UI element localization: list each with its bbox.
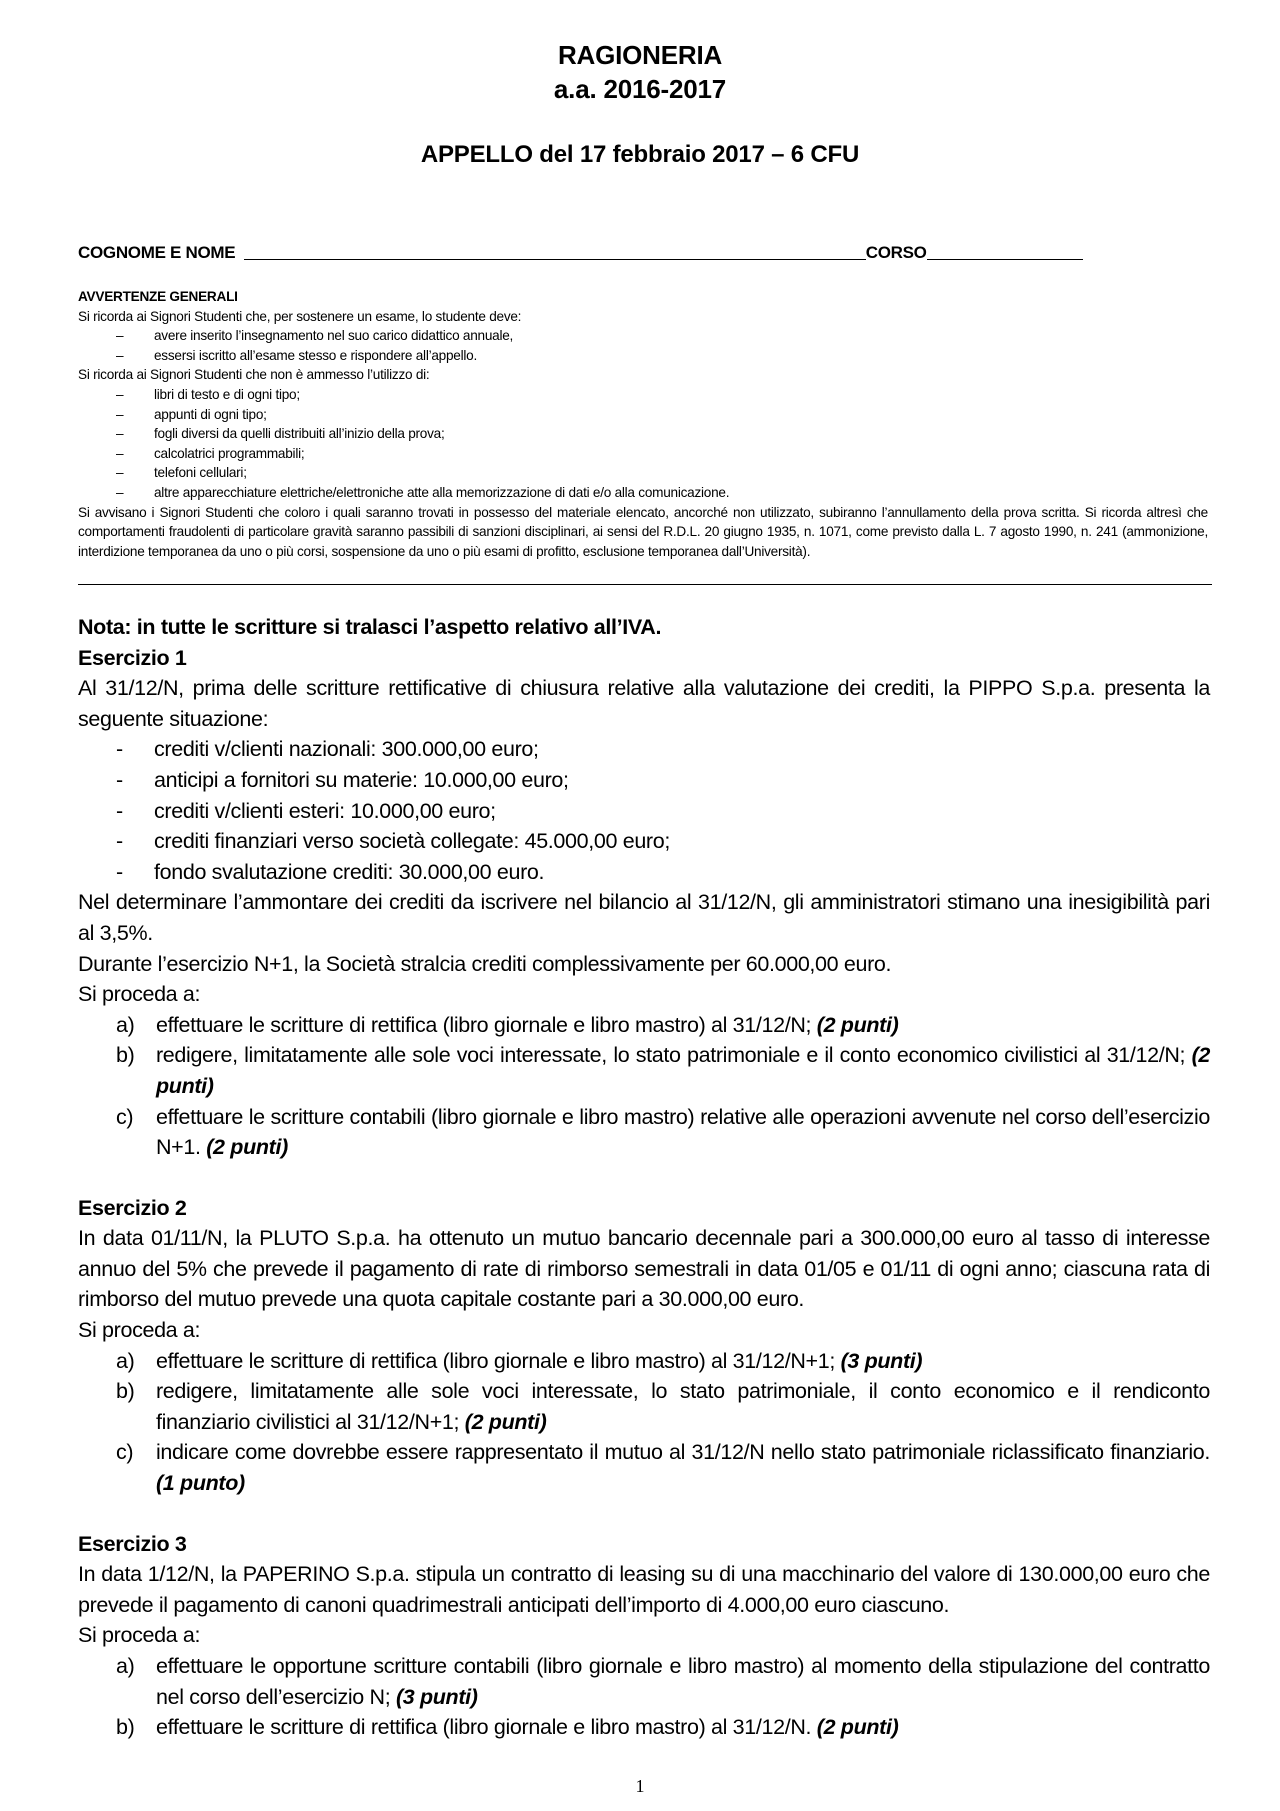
name-blank-field[interactable] — [244, 243, 866, 260]
warnings-list-item: – calcolatrici programmabili; — [78, 444, 1208, 464]
exercise-2-task: a) effettuare le scritture di rettifica (libro giornale e libro mastro) al 31/12/N+1; (3 punti) — [116, 1348, 923, 1373]
dash-bullet: – — [116, 328, 124, 344]
exam-session-title: APPELLO del 17 febbraio 2017 – 6 CFU — [420, 141, 860, 168]
student-name-form — [78, 243, 1108, 263]
exercise-1-item: - anticipi a fornitori su materie: 10.000,00 euro; — [116, 767, 569, 792]
dash-bullet: – — [116, 465, 124, 481]
exercise-1-intro: Al 31/12/N, prima delle scritture rettificative di chiusura relative alla valutazione dei crediti, la PIPPO S.p.a. presenta la — [78, 676, 1210, 701]
exercise-1-procedi: Si proceda a: — [78, 982, 201, 1007]
general-warnings — [78, 287, 1208, 561]
dash-bullet: – — [116, 347, 124, 363]
page-number: 1 — [635, 1776, 645, 1796]
dash-bullet: – — [116, 426, 124, 442]
section-divider — [78, 584, 1212, 585]
exercise-1-item: - crediti v/clienti esteri: 10.000,00 euro; — [116, 798, 496, 823]
warnings-heading: AVVERTENZE GENERALI — [78, 289, 238, 304]
exercise-1-task: b) redigere, limitatamente alle sole voci interessate, lo stato patrimoniale e il conto economico civilistici al 31/12/N; (2 punti) — [116, 1043, 1210, 1098]
exercise-1-title: Esercizio 1 — [78, 645, 187, 670]
exercise-3-task: b) effettuare le scritture di rettifica (libro giornale e libro mastro) al 31/12/N. (2 punti) — [116, 1715, 899, 1740]
warnings-list-item: – avere inserito l’insegnamento nel suo carico didattico annuale, — [78, 326, 1208, 346]
warnings-list-item: – libri di testo e di ogni tipo; — [78, 385, 1208, 405]
exercise-1-text-1: Nel determinare l’ammontare dei crediti da iscrivere nel bilancio al 31/12/N, gli amministratori stimano una inesigibilità pari al 3,5%. — [78, 890, 1210, 945]
exercise-2-task: b) redigere, limitatamente alle sole voci interessate, lo stato patrimoniale, il conto economico e il rendiconto finanziario civilistici al 31/12/N+1; (2 punti) — [116, 1379, 1210, 1434]
exercise-2-title: Esercizio 2 — [78, 1195, 187, 1220]
dash-bullet: – — [116, 445, 124, 461]
warnings-closing: Si avvisano i Signori Studenti che coloro i quali saranno trovati in possesso del materiale elencato, ancorché non utilizzato, subiranno l’annullamento della prova scritta. Si ricorda altresì che comportamenti fraudolenti di particolare gravità saranno passibili di sanzioni disciplinari, ai sensi del R.D.L. 20 giugno 1935, n. 1071, come previsto dalla L. 7 agosto 1990, n. 241 (ammonizione, interdizione temporanea da uno o più corsi, sospensione da uno o più esami di profitto, esclusione temporanea dall’Università). — [78, 504, 1208, 559]
vat-note: Nota: in tutte le scritture si tralasci l’aspetto relativo all’IVA. — [78, 615, 662, 639]
academic-year: a.a. 2016-2017 — [553, 74, 727, 104]
exercise-1-item: - crediti finanziari verso società collegate: 45.000,00 euro; — [116, 829, 670, 854]
exercise-1-text-2: Durante l’esercizio N+1, la Società stralcia crediti complessivamente per 60.000,00 euro. — [78, 951, 892, 976]
course-title: RAGIONERIA — [557, 40, 723, 70]
exercise-2-procedi: Si proceda a: — [78, 1318, 201, 1343]
exercise-1-task: c) effettuare le scritture contabili (libro giornale e libro mastro) relative alle operazioni avvenute nel corso dell’esercizio N+1. (2 punti) — [116, 1104, 1210, 1160]
exercise-3-procedi: Si proceda a: — [78, 1623, 201, 1648]
exercise-3-title: Esercizio 3 — [78, 1531, 187, 1556]
warnings-intro-1: Si ricorda ai Signori Studenti che, per sostenere un esame, lo studente deve: — [78, 308, 522, 324]
exercise-2-intro: In data 01/11/N, la PLUTO S.p.a. ha ottenuto un mutuo bancario decennale pari a 300.000,00 euro al tasso di interesse annuo del 5% che prevede il pagamento di rate di rimborso semestrali in data 01/05 e 01/11 di ogni anno; ciascuna rata di rimborso del mutuo prevede una quota capitale costante pari a 30.000,00 euro. — [78, 1226, 1210, 1312]
exercise-2-task: c) indicare come dovrebbe essere rappresentato il mutuo al 31/12/N nello stato patrimoniale riclassificato finanziario. (1 punto) — [116, 1440, 1210, 1496]
exercise-1-intro-cont: seguente situazione: — [78, 706, 269, 731]
dash-bullet: – — [116, 484, 124, 500]
course-blank-field[interactable] — [927, 243, 1083, 260]
exercise-1-item: - crediti v/clienti nazionali: 300.000,00 euro; — [116, 737, 539, 762]
exercise-3-task: a) effettuare le opportune scritture contabili (libro giornale e libro mastro) al momento della stipulazione del contratto nel corso dell’esercizio N; (3 punti) — [116, 1654, 1210, 1709]
warnings-list-item: – altre apparecchiature elettriche/elettroniche atte alla memorizzazione di dati e/o alla comunicazione. — [78, 483, 1208, 503]
warnings-list-item: – fogli diversi da quelli distribuiti all’inizio della prova; — [78, 424, 1208, 444]
warnings-list-item: – appunti di ogni tipo; — [78, 405, 1208, 425]
dash-bullet: – — [116, 406, 124, 422]
dash-bullet: – — [116, 386, 124, 402]
warnings-intro-2: Si ricorda ai Signori Studenti che non è ammesso l’utilizzo di: — [78, 367, 430, 383]
warnings-list-item: – essersi iscritto all’esame stesso e rispondere all’appello. — [78, 346, 1208, 366]
name-label: COGNOME E NOME — [78, 243, 236, 262]
exercises — [78, 612, 1210, 1743]
exercise-1-task: a) effettuare le scritture di rettifica (libro giornale e libro mastro) al 31/12/N; (2 punti) — [116, 1012, 899, 1037]
exercise-3-intro: In data 1/12/N, la PAPERINO S.p.a. stipula un contratto di leasing su di una macchinario del valore di 130.000,00 euro che prevede il pagamento di canoni quadrimestrali anticipati dell’importo di 4.000,00 euro ciascuno. — [78, 1562, 1210, 1617]
exercise-1-item: - fondo svalutazione crediti: 30.000,00 euro. — [116, 859, 545, 884]
warnings-list-item: – telefoni cellulari; — [78, 463, 1208, 483]
course-label: CORSO — [865, 243, 927, 262]
